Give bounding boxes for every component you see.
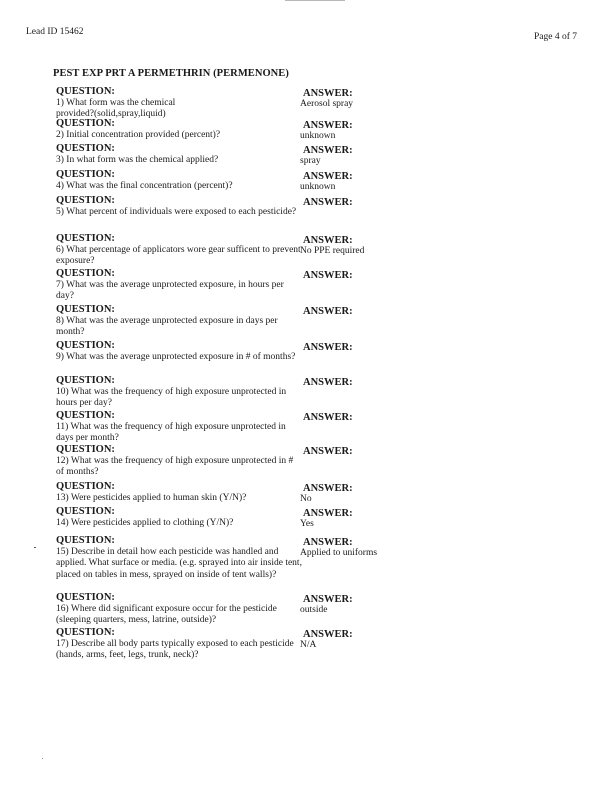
question-label: QUESTION: xyxy=(56,592,115,603)
answer-label: ANSWER: xyxy=(303,171,353,182)
question-label: QUESTION: xyxy=(56,304,115,315)
question-text: 14) Were pesticides applied to clothing (Y/N)? xyxy=(56,518,234,528)
answer-text: N/A xyxy=(300,640,317,650)
question-label: QUESTION: xyxy=(56,375,115,386)
answer-label: ANSWER: xyxy=(303,377,353,388)
question-label: QUESTION: xyxy=(56,506,115,517)
answer-label: ANSWER: xyxy=(303,412,353,423)
answer-text: No xyxy=(300,494,312,504)
answer-label: ANSWER: xyxy=(303,88,353,99)
answer-label: ANSWER: xyxy=(303,508,353,519)
question-label: QUESTION: xyxy=(56,169,115,180)
answer-text: Applied to uniforms xyxy=(300,548,378,558)
question-text: 2) Initial concentration provided (percent)? xyxy=(56,130,221,140)
question-text: 10) What was the frequency of high exposure unprotected in hours per day? xyxy=(56,387,287,409)
answer-label: ANSWER: xyxy=(303,342,353,353)
question-label: QUESTION: xyxy=(56,195,115,206)
answer-label: ANSWER: xyxy=(303,594,353,605)
question-text: 7) What was the average unprotected exposure, in hours per day? xyxy=(56,280,284,302)
scan-speck xyxy=(34,547,36,548)
scan-artifact-line xyxy=(285,0,345,1)
answer-text: spray xyxy=(300,156,321,166)
question-label: QUESTION: xyxy=(56,340,115,351)
question-text: 8) What was the average unprotected exposure in days per month? xyxy=(56,316,278,338)
answer-label: ANSWER: xyxy=(303,446,353,457)
question-text: 15) Describe in detail how each pesticide was handled and applied. What surface or media. (e.g. sprayed into air inside tent, placed on tables in mess, sprayed on inside of tent walls)? xyxy=(56,547,302,580)
question-text: 16) Where did significant exposure occur for the pesticide (sleeping quarters, mess, latrine, outside)? xyxy=(56,604,277,626)
question-label: QUESTION: xyxy=(56,627,115,638)
question-label: QUESTION: xyxy=(56,481,115,492)
page-number: Page 4 of 7 xyxy=(534,32,578,42)
answer-text: outside xyxy=(300,605,328,615)
answer-label: ANSWER: xyxy=(303,306,353,317)
question-label: QUESTION: xyxy=(56,143,115,154)
question-label: QUESTION: xyxy=(56,535,115,546)
document-title: PEST EXP PRT A PERMETHRIN (PERMENONE) xyxy=(53,68,289,79)
question-text: 13) Were pesticides applied to human skin (Y/N)? xyxy=(56,493,247,503)
scan-speck xyxy=(42,758,43,759)
question-label: QUESTION: xyxy=(56,444,115,455)
answer-text: unknown xyxy=(300,182,336,192)
question-label: QUESTION: xyxy=(56,233,115,244)
question-text: 6) What percentage of applicators wore gear sufficent to prevent exposure? xyxy=(56,245,301,267)
question-text: 4) What was the final concentration (percent)? xyxy=(56,181,233,191)
question-text: 12) What was the frequency of high exposure unprotected in # of months? xyxy=(56,456,294,478)
answer-label: ANSWER: xyxy=(303,537,353,548)
question-label: QUESTION: xyxy=(56,86,115,97)
answer-text: Yes xyxy=(300,519,314,529)
answer-label: ANSWER: xyxy=(303,235,353,246)
answer-text: Aerosol spray xyxy=(300,99,354,109)
answer-text: No PPE required xyxy=(300,246,365,256)
question-text: 17) Describe all body parts typically exposed to each pesticide (hands, arms, feet, legs, trunk, neck)? xyxy=(56,639,294,661)
question-text: 11) What was the frequency of high exposure unprotected in days per month? xyxy=(56,422,286,444)
lead-id: Lead ID 15462 xyxy=(26,27,84,37)
question-text: 9) What was the average unprotected exposure in # of months? xyxy=(56,352,296,362)
question-text: 1) What form was the chemical provided?(solid,spray,liquid) xyxy=(56,98,176,120)
question-label: QUESTION: xyxy=(56,410,115,421)
answer-label: ANSWER: xyxy=(303,120,353,131)
answer-label: ANSWER: xyxy=(303,145,353,156)
question-text: 5) What percent of individuals were exposed to each pesticide? xyxy=(56,207,297,217)
answer-label: ANSWER: xyxy=(303,483,353,494)
answer-text: unknown xyxy=(300,131,336,141)
answer-label: ANSWER: xyxy=(303,270,353,281)
answer-label: ANSWER: xyxy=(303,629,353,640)
answer-label: ANSWER: xyxy=(303,197,353,208)
question-label: QUESTION: xyxy=(56,268,115,279)
question-text: 3) In what form was the chemical applied? xyxy=(56,155,219,165)
question-label: QUESTION: xyxy=(56,118,115,129)
